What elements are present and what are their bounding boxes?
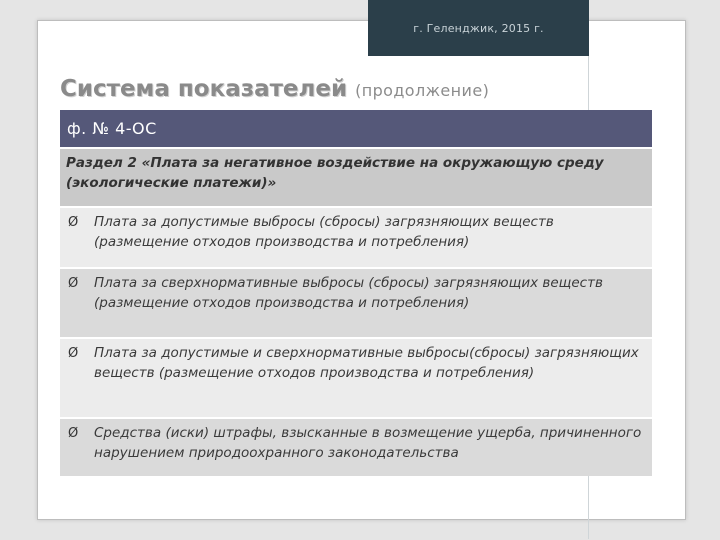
title-main: Система показателей xyxy=(60,76,348,102)
title-sub: (продолжение) xyxy=(355,81,490,100)
row-text: Плата за сверхнормативные выбросы (сбросы) загрязняющих веществ (размещение отходов производства и потребления) xyxy=(94,275,603,311)
header-location-year: г. Геленджик, 2015 г. xyxy=(413,21,544,35)
table-row xyxy=(60,337,652,417)
header-banner xyxy=(368,0,589,56)
row-text: Средства (иски) штрафы, взысканные в возмещение ущерба, причиненного нарушением природоохранного законодательства xyxy=(94,425,642,461)
form-number: ф. № 4-ОС xyxy=(67,119,157,138)
row-text: Плата за допустимые и сверхнормативные выбросы(сбросы) загрязняющих веществ (размещение отходов производства и потребления) xyxy=(94,345,639,381)
section-title: Раздел 2 «Плата за негативное воздействие на окружающую среду (экологические платежи)» xyxy=(66,155,604,191)
slide-title xyxy=(60,76,680,102)
indicators-table xyxy=(60,110,652,476)
arrow-bullet-icon: Ø xyxy=(68,426,79,441)
arrow-bullet-icon: Ø xyxy=(68,215,79,230)
table-row xyxy=(60,206,652,267)
section-row xyxy=(60,147,652,206)
row-text: Плата за допустимые выбросы (сбросы) загрязняющих веществ (размещение отходов производства и потребления) xyxy=(94,214,554,250)
table-row xyxy=(60,267,652,337)
table-header xyxy=(60,110,652,147)
table-row xyxy=(60,417,652,476)
arrow-bullet-icon: Ø xyxy=(68,346,79,361)
arrow-bullet-icon: Ø xyxy=(68,276,79,291)
